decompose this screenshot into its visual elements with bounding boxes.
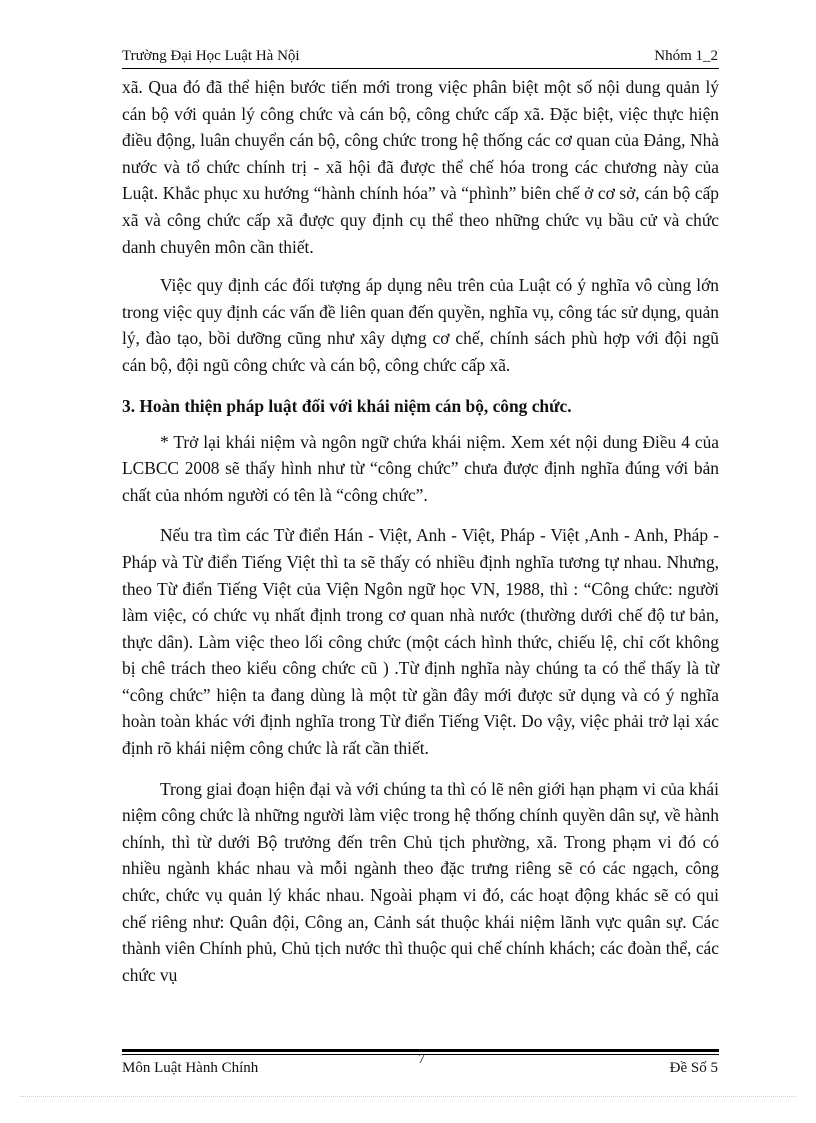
paragraph-5: Trong giai đoạn hiện đại và với chúng ta thì có lẽ nên giới hạn phạm vi của khái niệm công chức là những người làm việc trong hệ thống chính quyền dân sự, về hành chính, thì từ dưới Bộ trưởng đến trên Chủ tịch phường, xã. Trong phạm vi đó có nhiều ngành khác nhau và mỗi ngành theo đặc trưng riêng sẽ có các ngạch, công chức, chức vụ quản lý khác nhau. Ngoài phạm vi đó, các hoạt động khác sẽ có qui chế riêng như: Quân đội, Công an, Cảnh sát thuộc khái niệm lãnh vực quân sự. Các thành viên Chính phủ, Chủ tịch nước thì thuộc qui chế chính khách; các đoàn thể, các chức vụ <box>122 778 719 985</box>
page-body <box>122 74 719 1002</box>
header-divider <box>122 68 719 69</box>
page-number: 7 <box>418 1052 425 1067</box>
page-edge-dotted-line <box>20 1096 796 1097</box>
footer-topic: Đề Số 5 <box>669 1060 718 1076</box>
footer-subject: Môn Luật Hành Chính <box>122 1060 259 1076</box>
header-school: Trường Đại Học Luật Hà Nội <box>122 48 300 64</box>
paragraph-1: xã. Qua đó đã thể hiện bước tiến mới trong việc phân biệt một số nội dung quản lý cán bộ với quản lý công chức và cán bộ, công chức cấp xã. Đặc biệt, việc thực hiện điều động, luân chuyển cán bộ, công chức trong hệ thống các cơ quan của Đảng, Nhà nước và tổ chức chính trị - xã hội đã được thể chế hóa trong các chương này của Luật. Khắc phục xu hướng “hành chính hóa” và “phình” biên chế ở cơ sở, cán bộ cấp xã và công chức cấp xã được quy định cụ thể theo những chức vụ bầu cử và chức danh chuyên môn cần thiết. <box>122 77 719 257</box>
section-heading: 3. Hoàn thiện pháp luật đối với khái niệm cán bộ, công chức. <box>122 395 572 416</box>
paragraph-2: Việc quy định các đối tượng áp dụng nêu trên của Luật có ý nghĩa vô cùng lớn trong việc quy định các vấn đề liên quan đến quyền, nghĩa vụ, công tác sử dụng, quản lý, đào tạo, bồi dưỡng cũng như xây dựng cơ chế, chính sách phù hợp với đội ngũ cán bộ, đội ngũ công chức và cán bộ, công chức cấp xã. <box>122 275 719 375</box>
page-footer <box>122 1052 718 1080</box>
page-header <box>122 48 718 68</box>
paragraph-3: * Trở lại khái niệm và ngôn ngữ chứa khái niệm. Xem xét nội dung Điều 4 của LCBCC 2008 sẽ thấy hình như từ “công chức” chưa được định nghĩa đúng với bản chất của nhóm người có tên là “công chức”. <box>122 431 719 505</box>
paragraph-4: Nếu tra tìm các Từ điển Hán - Việt, Anh - Việt, Pháp - Việt ,Anh - Anh, Pháp - Pháp và Từ điển Tiếng Việt thì ta sẽ thấy có nhiều định nghĩa tương tự nhau. Nhưng, theo Từ điển Tiếng Việt của Viện Ngôn ngữ học VN, 1988, thì : “Công chức: người làm việc, có chức vụ nhất định trong cơ quan nhà nước (thường dưới chế độ tư bản, thực dân). Làm việc theo lối công chức (một cách hình thức, chiếu lệ, chỉ cốt không bị chê trách theo kiểu công chức cũ ) .Từ định nghĩa này chúng ta có thể thấy là từ “công chức” hiện ta đang dùng là một từ gần đây mới được sử dụng và có ý nghĩa hoàn toàn khác với định nghĩa trong Từ điển Tiếng Việt. Do vậy, việc phải trở lại xác định rõ khái niệm công chức là rất cần thiết. <box>122 525 719 759</box>
header-group: Nhóm 1_2 <box>654 48 718 64</box>
